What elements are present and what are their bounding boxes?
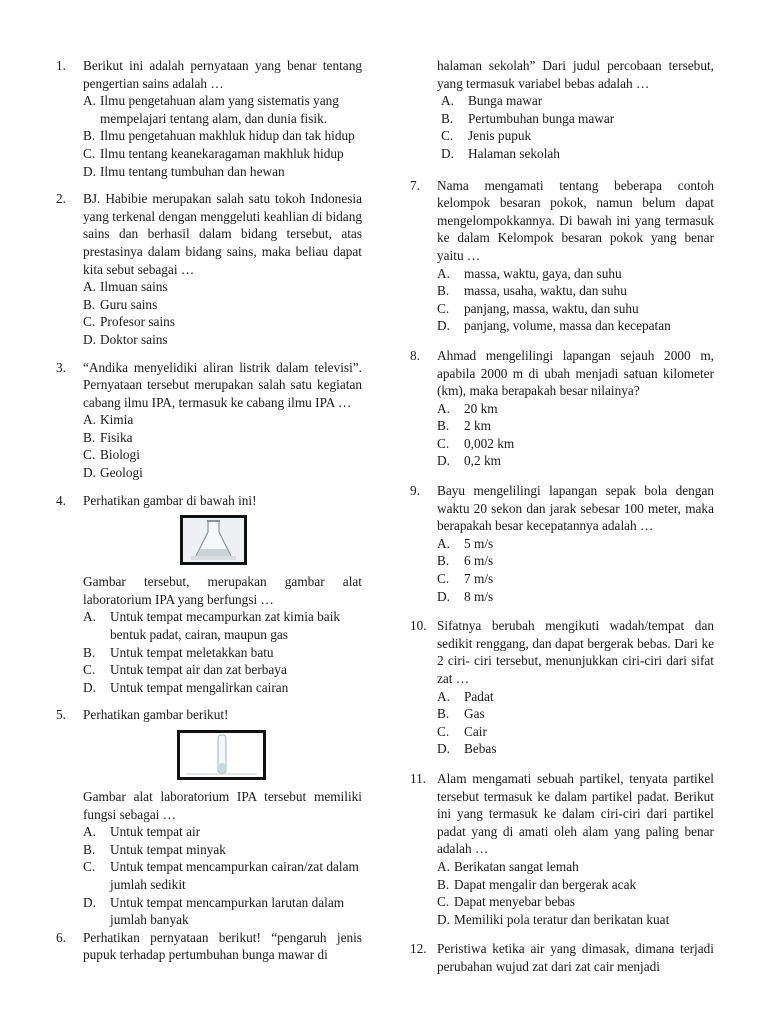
option-letter: A.: [83, 279, 96, 295]
question-stem-2: Gambar tersebut, merupakan gambar alat laboratorium IPA yang berfungsi …: [83, 574, 362, 607]
question-stem: BJ. Habibie merupakan salah satu tokoh Indonesia yang terkenal dengan menggeluti keahlian di bidang sains dan berhasil dalam bidang tersebut, atas prestasinya dalam bidang sains, maka beliau dapat kita sebut sebagai …: [83, 191, 362, 277]
left-column: [56, 57, 362, 964]
option-text: Untuk tempat mengalirkan cairan: [110, 679, 289, 695]
option-letter: C.: [441, 128, 454, 144]
option-b[interactable]: [83, 429, 362, 447]
question-9: [410, 482, 714, 605]
option-a[interactable]: [83, 608, 362, 643]
question-number: 4.: [56, 492, 66, 508]
option-text: Halaman sekolah: [468, 145, 560, 161]
question-5: [56, 706, 362, 928]
question-8: [410, 347, 714, 470]
option-letter: B.: [437, 553, 450, 569]
option-text: Untuk tempat air: [110, 824, 201, 840]
question-number: 8.: [410, 347, 420, 363]
option-text: Fisika: [100, 429, 133, 445]
option-text: massa, usaha, waktu, dan suhu: [464, 283, 627, 299]
option-text: Berikatan sangat lemah: [454, 858, 579, 874]
options-list: [437, 688, 714, 758]
option-text: Ilmu tentang tumbuhan dan hewan: [100, 163, 285, 179]
option-letter: B.: [83, 296, 96, 312]
option-letter: B.: [83, 841, 96, 857]
option-letter: A.: [83, 412, 96, 428]
options-list: [83, 92, 362, 180]
option-letter: C.: [83, 662, 96, 678]
option-text: Untuk tempat air dan zat berbaya: [110, 662, 287, 678]
option-c[interactable]: [437, 435, 714, 453]
option-d[interactable]: [441, 145, 714, 163]
option-letter: C.: [83, 859, 96, 875]
option-letter: C.: [437, 571, 450, 587]
option-a[interactable]: [441, 92, 714, 110]
question-number: 9.: [410, 483, 420, 499]
option-letter: A.: [83, 609, 96, 625]
question-stem: Bayu mengelilingi lapangan sepak bola dengan waktu 20 sekon dan jarak sebesar 100 meter, maka berapakah besar kecepatannya adalah …: [437, 483, 714, 534]
option-text: Geologi: [100, 465, 143, 481]
erlenmeyer-flask-image: [180, 515, 247, 565]
option-letter: D.: [83, 331, 96, 347]
option-letter: D.: [441, 145, 454, 161]
question-number: 6.: [56, 929, 66, 945]
option-text: Kimia: [100, 412, 134, 428]
option-d[interactable]: [83, 464, 362, 482]
question-stem: Nama mengamati tentang beberapa contoh kelompok besaran pokok, namun belum dapat mengelompokkannya. Di bawah ini yang termasuk ke dalam Kelompok besaran pokok yang benar yaitu …: [437, 177, 714, 263]
options-list: [83, 608, 362, 696]
options-list: [83, 278, 362, 348]
option-c[interactable]: [83, 313, 362, 331]
options-list: [83, 823, 362, 929]
options-list: [437, 265, 714, 335]
option-letter: D.: [437, 318, 450, 334]
option-text: Ilmu pengetahuan alam yang sistematis yang mempelajari tentang alam, dan dunia fisik.: [100, 93, 339, 126]
option-a[interactable]: [437, 265, 714, 283]
option-letter: C.: [437, 894, 450, 910]
option-letter: C.: [437, 300, 450, 316]
option-text: Guru sains: [100, 296, 158, 312]
option-d[interactable]: [83, 894, 362, 929]
option-b[interactable]: [83, 296, 362, 314]
question-11: [410, 770, 714, 928]
question-10: [410, 617, 714, 758]
options-list: [437, 400, 714, 470]
option-a[interactable]: [83, 823, 362, 841]
question-stem: Ahmad mengelilingi lapangan sejauh 2000 m, apabila 2000 m di ubah menjadi satuan kilometer (km), maka berapakah besar nilainya?: [437, 347, 714, 399]
option-b[interactable]: [437, 417, 714, 435]
question-number: 10.: [410, 618, 427, 634]
question-12: [410, 940, 714, 975]
question-number: 7.: [410, 177, 420, 193]
option-text: Bebas: [464, 741, 497, 757]
option-a[interactable]: [437, 858, 714, 876]
option-letter: A.: [437, 400, 450, 416]
option-text: massa, waktu, gaya, dan suhu: [464, 265, 622, 281]
options-list: [437, 535, 714, 605]
option-letter: D.: [437, 911, 450, 927]
option-text: Dapat menyebar bebas: [454, 894, 576, 910]
question-number: 3.: [56, 359, 66, 375]
option-a[interactable]: [83, 92, 362, 127]
option-c[interactable]: [83, 661, 362, 679]
question-stem: Perhatikan pernyataan berikut! “pengaruh jenis pupuk terhadap pertumbuhan bunga mawar di: [83, 929, 362, 963]
option-b[interactable]: [441, 110, 714, 128]
option-letter: A.: [83, 824, 96, 840]
option-letter: A.: [83, 93, 96, 109]
option-letter: D.: [83, 894, 96, 910]
option-letter: B.: [437, 418, 450, 434]
option-letter: B.: [437, 283, 450, 299]
option-text: Gas: [464, 706, 485, 722]
option-letter: D.: [83, 465, 96, 481]
option-a[interactable]: [437, 535, 714, 553]
question-number: 1.: [56, 58, 66, 73]
option-text: 20 km: [464, 400, 498, 416]
option-c[interactable]: [437, 893, 714, 911]
question-3: [56, 359, 362, 482]
option-text: Bunga mawar: [468, 93, 543, 109]
option-a[interactable]: [83, 278, 362, 296]
option-letter: C.: [437, 723, 450, 739]
option-text: Doktor sains: [100, 331, 168, 347]
question-stem: Alam mengamati sebuah partikel, tenyata partikel tersebut termasuk ke dalam partikel padat. Berikut ini yang termasuk ke dalam ciri-ciri dari partikel padat yang di amati oleh alam yang paling benar adalah …: [437, 770, 714, 857]
option-text: Untuk tempat mencampurkan cairan/zat dalam jumlah sedikit: [110, 859, 359, 892]
option-text: Jenis pupuk: [468, 128, 532, 144]
option-letter: B.: [437, 876, 450, 892]
question-stem: halaman sekolah” Dari judul percobaan tersebut, yang termasuk variabel bebas adalah …: [437, 58, 714, 91]
option-letter: D.: [437, 453, 450, 469]
question-stem: Perhatikan gambar di bawah ini!: [83, 492, 257, 508]
question-6-continuation: [410, 57, 714, 163]
option-a[interactable]: [437, 688, 714, 706]
options-list: [437, 858, 714, 928]
question-stem: “Andika menyelidiki aliran listrik dalam televisi”. Pernyataan tersebut merupakan salah satu kegiatan cabang ilmu IPA, termasuk ke cabang ilmu IPA …: [83, 359, 362, 410]
option-text: 7 m/s: [464, 571, 494, 587]
option-letter: B.: [437, 706, 450, 722]
question-6: [56, 929, 362, 964]
question-number: 5.: [56, 707, 66, 723]
option-letter: C.: [83, 145, 96, 161]
option-text: Profesor sains: [100, 314, 175, 330]
option-text: Untuk tempat meletakkan batu: [110, 644, 274, 660]
option-letter: B.: [83, 429, 96, 445]
question-7: [410, 177, 714, 335]
test-tube-image: [177, 730, 266, 780]
option-text: Untuk tempat minyak: [110, 841, 226, 857]
option-text: 6 m/s: [464, 553, 494, 569]
option-text: 2 km: [464, 418, 491, 434]
option-text: Padat: [464, 688, 494, 704]
option-text: Ilmu pengetahuan makhluk hidup dan tak hidup: [100, 128, 355, 144]
option-a[interactable]: [83, 411, 362, 429]
option-b[interactable]: [437, 552, 714, 570]
option-d[interactable]: [83, 163, 362, 181]
option-text: Ilmu tentang keanekaragaman makhluk hidup: [100, 145, 344, 161]
option-d[interactable]: [437, 588, 714, 606]
question-1: [56, 57, 362, 180]
option-text: Biologi: [100, 447, 140, 463]
option-text: Untuk tempat mecampurkan zat kimia baik bentuk padat, cairan, maupun gas: [110, 609, 341, 643]
option-text: panjang, massa, waktu, dan suhu: [464, 300, 639, 316]
question-number: 2.: [56, 191, 66, 207]
question-2: [56, 190, 362, 348]
question-stem: Berikut ini adalah pernyataan yang benar tentang pengertian sains adalah …: [83, 58, 362, 91]
option-d[interactable]: [83, 331, 362, 349]
question-stem: Peristiwa ketika air yang dimasak, dimana terjadi perubahan wujud zat dari zat cair menjadi: [437, 941, 714, 974]
option-letter: A.: [437, 858, 450, 874]
option-text: Untuk tempat mencampurkan larutan dalam jumlah banyak: [110, 894, 345, 928]
option-letter: B.: [83, 128, 96, 144]
question-stem: Perhatikan gambar berikut!: [83, 707, 229, 723]
option-c[interactable]: [441, 127, 714, 145]
option-d[interactable]: [437, 911, 714, 929]
option-letter: A.: [437, 535, 450, 551]
option-b[interactable]: [437, 705, 714, 723]
option-b[interactable]: [83, 127, 362, 145]
right-column: [410, 57, 714, 976]
option-letter: C.: [83, 314, 96, 330]
option-letter: B.: [83, 644, 96, 660]
option-text: Memiliki pola teratur dan berikatan kuat: [454, 911, 670, 927]
option-b[interactable]: [437, 876, 714, 894]
option-text: 8 m/s: [464, 588, 494, 604]
option-letter: C.: [437, 435, 450, 451]
option-text: 0,002 km: [464, 435, 515, 451]
option-text: panjang, volume, massa dan kecepatan: [464, 318, 671, 334]
question-number: 11.: [410, 770, 427, 786]
question-stem: Sifatnya berubah mengikuti wadah/tempat dan sedikit renggang, dan dapat bergerak bebas. Dari ke 2 ciri- ciri tersebut, menunjukkan ciri-ciri dari sifat zat …: [437, 618, 714, 686]
option-b[interactable]: [83, 841, 362, 859]
options-list: [83, 411, 362, 481]
option-d[interactable]: [437, 452, 714, 470]
option-b[interactable]: [83, 644, 362, 662]
option-a[interactable]: [437, 400, 714, 418]
option-letter: D.: [437, 588, 450, 604]
option-c[interactable]: [83, 446, 362, 464]
question-4: [56, 492, 362, 697]
option-text: Pertumbuhan bunga mawar: [468, 110, 615, 126]
option-d[interactable]: [437, 317, 714, 335]
option-b[interactable]: [437, 282, 714, 300]
flask-icon: [183, 518, 244, 562]
option-letter: A.: [441, 93, 454, 109]
option-c[interactable]: [83, 145, 362, 163]
option-letter: D.: [437, 741, 450, 757]
option-letter: A.: [437, 688, 450, 704]
option-c[interactable]: [437, 300, 714, 318]
option-c[interactable]: [437, 570, 714, 588]
option-text: Dapat mengalir dan bergerak acak: [454, 876, 637, 892]
option-d[interactable]: [437, 740, 714, 758]
test-tube-icon: [180, 733, 263, 777]
question-number: 12.: [410, 941, 427, 957]
option-letter: A.: [437, 265, 450, 281]
option-letter: C.: [83, 447, 96, 463]
option-text: 5 m/s: [464, 535, 494, 551]
option-text: 0,2 km: [464, 453, 501, 469]
option-text: Ilmuan sains: [100, 279, 168, 295]
option-text: Cair: [464, 723, 487, 739]
option-d[interactable]: [83, 679, 362, 697]
option-letter: D.: [83, 679, 96, 695]
option-letter: B.: [441, 110, 454, 126]
option-c[interactable]: [83, 858, 362, 893]
option-c[interactable]: [437, 723, 714, 741]
option-letter: D.: [83, 163, 96, 179]
options-list: [437, 92, 714, 162]
question-stem-2: Gambar alat laboratorium IPA tersebut memiliki fungsi sebagai …: [83, 789, 362, 822]
